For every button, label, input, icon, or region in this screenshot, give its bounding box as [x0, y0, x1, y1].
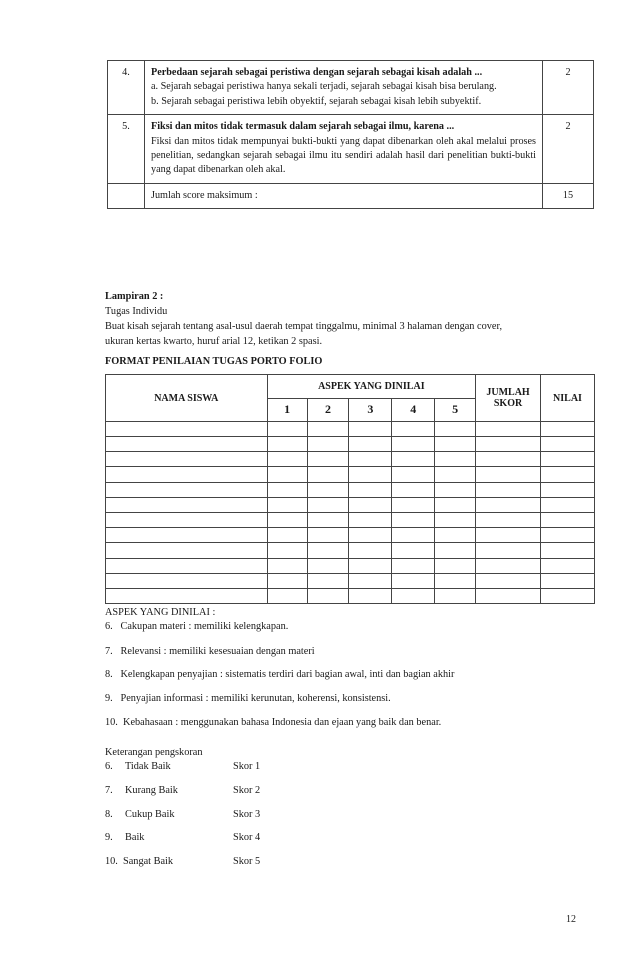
- grading-rows: [106, 437, 595, 604]
- score-cell[interactable]: [435, 497, 476, 512]
- score-cell[interactable]: [349, 512, 392, 527]
- score-cell[interactable]: [476, 573, 541, 588]
- student-name-cell[interactable]: [106, 543, 268, 558]
- score-cell[interactable]: [435, 528, 476, 543]
- total-label: Jumlah score maksimum :: [145, 183, 543, 208]
- table-row: [106, 528, 595, 543]
- table-row: [106, 437, 595, 452]
- score-cell[interactable]: [307, 573, 349, 588]
- score-cell[interactable]: [541, 573, 595, 588]
- score-cell[interactable]: [476, 467, 541, 482]
- score-cell[interactable]: [541, 452, 595, 467]
- header-nama-siswa: NAMA SISWA: [106, 375, 268, 422]
- score-cell[interactable]: [349, 558, 392, 573]
- keterangan-item: 6. Tidak Baik Skor 1: [105, 761, 261, 772]
- score-cell[interactable]: [392, 512, 435, 527]
- score-cell[interactable]: [541, 497, 595, 512]
- score-cell[interactable]: [392, 497, 435, 512]
- score-cell[interactable]: [541, 512, 595, 527]
- score-cell[interactable]: [307, 452, 349, 467]
- aspect-number: 2: [307, 398, 349, 422]
- score-cell[interactable]: [267, 482, 307, 497]
- score-cell[interactable]: [392, 588, 435, 603]
- score-cell[interactable]: [435, 482, 476, 497]
- header-aspek: ASPEK YANG DINILAI: [267, 375, 475, 399]
- header-jumlah-skor: JUMLAH SKOR: [476, 375, 541, 422]
- score-cell[interactable]: [435, 573, 476, 588]
- score-cell[interactable]: [476, 528, 541, 543]
- score-cell[interactable]: [435, 452, 476, 467]
- table-row: [106, 573, 595, 588]
- score-cell[interactable]: [349, 497, 392, 512]
- student-name-cell[interactable]: [106, 528, 268, 543]
- aspek-item: 7. Relevansi : memiliki kesesuaian dengan materi: [105, 646, 315, 657]
- score-cell[interactable]: [307, 497, 349, 512]
- score-cell[interactable]: [392, 543, 435, 558]
- lampiran-instruction-1: Buat kisah sejarah tentang asal-usul daerah tempat tinggalmu, minimal 3 halaman dengan cover,: [105, 321, 503, 332]
- score-cell[interactable]: [392, 437, 435, 452]
- aspect-number: 5: [435, 398, 476, 422]
- score-cell[interactable]: [349, 437, 392, 452]
- question-title: Perbedaan sejarah sebagai peristiwa dengan sejarah sebagai kisah adalah ...: [151, 67, 483, 78]
- keterangan-item: 7. Kurang Baik Skor 2: [105, 785, 261, 796]
- question-score: 2: [543, 115, 594, 184]
- table-row: [106, 497, 595, 512]
- format-title: FORMAT PENILAIAN TUGAS PORTO FOLIO: [105, 356, 323, 367]
- score-cell[interactable]: [541, 437, 595, 452]
- keterangan-item: 9. Baik Skor 4: [105, 832, 261, 843]
- score-cell[interactable]: [435, 467, 476, 482]
- score-cell[interactable]: [435, 558, 476, 573]
- student-name-cell[interactable]: [106, 437, 268, 452]
- table-row: [106, 467, 595, 482]
- score-cell[interactable]: [267, 497, 307, 512]
- score-cell[interactable]: [476, 482, 541, 497]
- header-nilai: NILAI: [541, 375, 595, 422]
- score-cell[interactable]: [541, 588, 595, 603]
- score-cell[interactable]: [349, 588, 392, 603]
- student-name-cell[interactable]: [106, 467, 268, 482]
- student-name-cell[interactable]: [106, 482, 268, 497]
- score-cell[interactable]: [476, 437, 541, 452]
- score-cell[interactable]: [267, 452, 307, 467]
- lampiran-title: Lampiran 2 :: [105, 291, 164, 302]
- table-row: [106, 543, 595, 558]
- aspek-title: ASPEK YANG DINILAI :: [105, 607, 216, 618]
- score-cell[interactable]: [307, 543, 349, 558]
- table-row: [106, 452, 595, 467]
- question-row: [108, 61, 594, 115]
- question-content: [145, 115, 543, 184]
- lampiran-subtitle: Tugas Individu: [105, 306, 168, 317]
- student-name-cell[interactable]: [106, 573, 268, 588]
- score-cell[interactable]: [349, 452, 392, 467]
- aspek-item: 10. Kebahasaan : menggunakan bahasa Indonesia dan ejaan yang baik dan benar.: [105, 717, 442, 728]
- answer-text: Fiksi dan mitos tidak mempunyai bukti-bukti yang dapat dibenarkan oleh akal melalui proses penelitian, sedangkan sejarah sebagai ilmu itu sendiri adalah hasil dari penelitian bukti-bukti yang dapat dibenarkan oleh akal.: [151, 135, 536, 176]
- score-cell[interactable]: [267, 573, 307, 588]
- score-cell[interactable]: [349, 467, 392, 482]
- score-cell[interactable]: [392, 558, 435, 573]
- table-row: [106, 482, 595, 497]
- score-cell[interactable]: [435, 543, 476, 558]
- keterangan-title: Keterangan pengskoran: [105, 747, 203, 758]
- question-number: 4.: [108, 61, 145, 115]
- score-cell[interactable]: [476, 543, 541, 558]
- aspek-item: 6. Cakupan materi : memiliki kelengkapan.: [105, 621, 289, 632]
- score-cell[interactable]: [541, 543, 595, 558]
- question-score: 2: [543, 61, 594, 115]
- page-number: 12: [566, 914, 576, 925]
- grading-table: [105, 374, 595, 604]
- score-cell[interactable]: [476, 512, 541, 527]
- score-cell[interactable]: [267, 467, 307, 482]
- score-cell[interactable]: [349, 573, 392, 588]
- score-cell[interactable]: [476, 452, 541, 467]
- student-name-cell[interactable]: [106, 588, 268, 603]
- question-row: [108, 115, 594, 184]
- score-cell[interactable]: [541, 482, 595, 497]
- score-cell[interactable]: [392, 482, 435, 497]
- table-row: [106, 512, 595, 527]
- student-name-cell[interactable]: [106, 497, 268, 512]
- score-cell[interactable]: [307, 512, 349, 527]
- score-cell[interactable]: [435, 437, 476, 452]
- keterangan-item: 8. Cukup Baik Skor 3: [105, 809, 261, 820]
- score-cell[interactable]: [307, 588, 349, 603]
- aspect-number: 1: [267, 398, 307, 422]
- score-cell[interactable]: [307, 528, 349, 543]
- student-name-cell[interactable]: [106, 558, 268, 573]
- score-cell[interactable]: [307, 467, 349, 482]
- score-cell[interactable]: [392, 573, 435, 588]
- table-row: [106, 588, 595, 603]
- score-cell[interactable]: [541, 528, 595, 543]
- score-cell[interactable]: [392, 528, 435, 543]
- question-content: [145, 61, 543, 115]
- aspect-number: 3: [349, 398, 392, 422]
- score-cell[interactable]: [349, 543, 392, 558]
- score-cell[interactable]: [349, 482, 392, 497]
- total-score: 15: [543, 183, 594, 208]
- score-cell[interactable]: [476, 497, 541, 512]
- table-row: [106, 558, 595, 573]
- questions-table: [107, 60, 594, 209]
- aspek-item: 8. Kelengkapan penyajian : sistematis terdiri dari bagian awal, inti dan bagian akhir: [105, 669, 455, 680]
- score-cell[interactable]: [541, 467, 595, 482]
- score-cell[interactable]: [541, 558, 595, 573]
- score-cell[interactable]: [267, 558, 307, 573]
- score-cell[interactable]: [392, 467, 435, 482]
- score-cell[interactable]: [307, 482, 349, 497]
- answer-line: a. Sejarah sebagai peristiwa hanya sekali terjadi, sejarah sebagai kisah bisa berulang.: [151, 81, 497, 93]
- score-cell[interactable]: [267, 437, 307, 452]
- question-number: 5.: [108, 115, 145, 184]
- question-title: Fiksi dan mitos tidak termasuk dalam sejarah sebagai ilmu, karena ...: [151, 121, 455, 133]
- score-cell[interactable]: [307, 437, 349, 452]
- score-cell[interactable]: [392, 452, 435, 467]
- answer-line: b. Sejarah sebagai peristiwa lebih obyektif, sejarah sebagai kisah lebih subyektif.: [151, 95, 482, 107]
- lampiran-instruction-2: ukuran kertas kwarto, huruf arial 12, ketikan 2 spasi.: [105, 336, 323, 347]
- lampiran-section: [105, 289, 595, 349]
- aspect-number: 4: [392, 398, 435, 422]
- score-cell[interactable]: [435, 512, 476, 527]
- score-cell[interactable]: [349, 528, 392, 543]
- total-row: [108, 183, 594, 208]
- score-cell[interactable]: [435, 588, 476, 603]
- score-cell[interactable]: [476, 558, 541, 573]
- score-cell[interactable]: [307, 558, 349, 573]
- student-name-cell[interactable]: [106, 452, 268, 467]
- student-name-cell[interactable]: [106, 512, 268, 527]
- score-cell[interactable]: [476, 588, 541, 603]
- keterangan-item: 10. Sangat Baik Skor 5: [105, 856, 261, 867]
- aspek-item: 9. Penyajian informasi : memiliki kerunutan, koherensi, konsistensi.: [105, 693, 391, 704]
- score-cell[interactable]: [267, 512, 307, 527]
- score-cell[interactable]: [267, 588, 307, 603]
- score-cell[interactable]: [267, 543, 307, 558]
- score-cell[interactable]: [267, 528, 307, 543]
